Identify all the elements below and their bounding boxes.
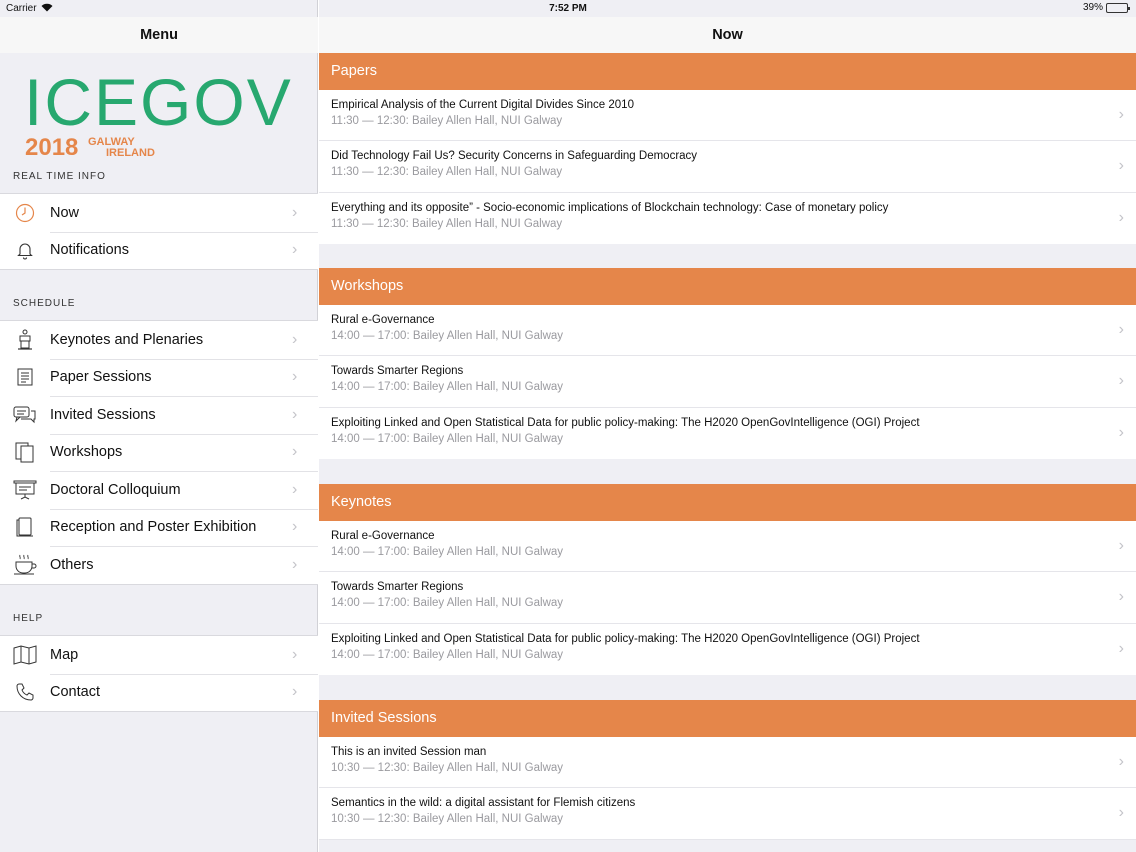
menu-item-others[interactable] <box>0 546 318 584</box>
list-item[interactable] <box>319 193 1136 244</box>
carrier-label: Carrier <box>6 3 37 14</box>
section-header-workshops: Workshops <box>319 268 1136 305</box>
menu-item-label: Contact <box>50 684 100 701</box>
item-subtitle: 14:00 — 17:00: Bailey Allen Hall, NUI Galway <box>331 597 564 610</box>
clock-icon <box>0 203 50 223</box>
list-item[interactable] <box>319 141 1136 192</box>
menu-group-realtime <box>0 193 318 270</box>
menu-item-label: Reception and Poster Exhibition <box>50 519 257 536</box>
section-papers <box>319 53 1136 244</box>
menu-item-contact[interactable] <box>0 674 318 712</box>
map-icon <box>0 645 50 665</box>
chevron-right-icon: › <box>1118 753 1124 770</box>
list-item[interactable] <box>319 572 1136 623</box>
pages-icon <box>0 441 50 463</box>
chevron-right-icon: › <box>292 368 298 386</box>
item-subtitle: 14:00 — 17:00: Bailey Allen Hall, NUI Galway <box>331 432 564 445</box>
menu-item-label: Keynotes and Plenaries <box>50 331 204 348</box>
sidebar <box>0 0 318 852</box>
menu-item-invited-sessions[interactable] <box>0 396 318 434</box>
main-panel <box>319 0 1136 852</box>
battery-percent: 39% <box>1082 2 1103 13</box>
section-workshops <box>319 268 1136 459</box>
item-subtitle: 14:00 — 17:00: Bailey Allen Hall, NUI Galway <box>331 330 564 342</box>
menu-item-label: Paper Sessions <box>50 369 152 386</box>
document-icon <box>0 367 50 387</box>
chevron-right-icon: › <box>1118 157 1124 175</box>
menu-item-label: Workshops <box>50 444 123 461</box>
chevron-right-icon: › <box>1118 588 1124 606</box>
item-subtitle: 10:30 — 12:30: Bailey Allen Hall, NUI Galway <box>331 813 564 826</box>
item-subtitle: 14:00 — 17:00: Bailey Allen Hall, NUI Galway <box>331 546 564 558</box>
chevron-right-icon: › <box>292 480 298 498</box>
section-header-help: HELP <box>13 613 44 624</box>
chevron-right-icon: › <box>292 683 298 701</box>
item-title: This is an invited Session man <box>331 746 487 758</box>
status-time: 7:52 PM <box>549 3 587 14</box>
section-header-realtime: REAL TIME INFO <box>13 171 106 182</box>
item-subtitle: 14:00 — 17:00: Bailey Allen Hall, NUI Galway <box>331 381 564 394</box>
chevron-right-icon: › <box>292 330 298 348</box>
item-title: Everything and its opposite” - Socio-economic implications of Blockchain technology: Case of monetary policy <box>331 201 889 214</box>
bell-icon <box>0 240 50 260</box>
item-title: Semantics in the wild: a digital assistant for Flemish citizens <box>331 797 636 810</box>
menu-item-paper-sessions[interactable] <box>0 359 318 397</box>
list-item[interactable] <box>319 737 1136 788</box>
menu-item-keynotes[interactable] <box>0 321 318 359</box>
item-subtitle: 11:30 — 12:30: Bailey Allen Hall, NUI Galway <box>331 166 563 179</box>
menu-item-label: Notifications <box>50 242 129 259</box>
chevron-right-icon: › <box>1118 321 1124 338</box>
item-title: Towards Smarter Regions <box>331 581 464 594</box>
menu-item-notifications[interactable] <box>0 232 318 270</box>
chevron-right-icon: › <box>1118 423 1124 441</box>
chevron-right-icon: › <box>292 443 298 461</box>
poster-icon <box>0 516 50 538</box>
logo-place1: GALWAY <box>88 136 135 148</box>
item-title: Towards Smarter Regions <box>331 365 464 378</box>
item-title: Rural e-Governance <box>331 314 435 326</box>
chevron-right-icon: › <box>292 241 298 259</box>
main-title: Now <box>319 17 1136 53</box>
chevron-right-icon: › <box>1118 537 1124 554</box>
chevron-right-icon: › <box>292 203 298 221</box>
chevron-right-icon: › <box>1118 106 1124 123</box>
section-header-invited: Invited Sessions <box>319 700 1136 737</box>
coffee-icon <box>0 554 50 576</box>
section-keynotes <box>319 484 1136 675</box>
chevron-right-icon: › <box>1118 639 1124 657</box>
list-item[interactable] <box>319 521 1136 572</box>
menu-item-reception[interactable] <box>0 509 318 547</box>
menu-item-label: Others <box>50 556 94 573</box>
chevron-right-icon: › <box>292 518 298 536</box>
menu-item-doctoral[interactable] <box>0 471 318 509</box>
chevron-right-icon: › <box>1118 208 1124 226</box>
chevron-right-icon: › <box>292 405 298 423</box>
section-header-keynotes: Keynotes <box>319 484 1136 521</box>
item-title: Exploiting Linked and Open Statistical Data for public policy-making: The H2020 OpenGovIntelligence (OGI) Project <box>331 632 920 645</box>
logo-text: ICEGOV <box>24 73 293 139</box>
section-header-schedule: SCHEDULE <box>13 298 76 309</box>
item-title: Rural e-Governance <box>331 530 435 542</box>
status-bar <box>0 0 1136 17</box>
menu-item-label: Doctoral Colloquium <box>50 481 181 498</box>
menu-group-help <box>0 635 318 712</box>
item-subtitle: 11:30 — 12:30: Bailey Allen Hall, NUI Galway <box>331 217 563 230</box>
list-item[interactable] <box>319 788 1136 839</box>
item-title: Exploiting Linked and Open Statistical Data for public policy-making: The H2020 OpenGovIntelligence (OGI) Project <box>331 416 920 429</box>
menu-group-schedule <box>0 320 318 585</box>
list-item[interactable] <box>319 624 1136 675</box>
list-item[interactable] <box>319 356 1136 407</box>
icegov-logo <box>24 73 294 161</box>
status-battery <box>1083 2 1128 13</box>
list-item[interactable] <box>319 408 1136 459</box>
item-title: Empirical Analysis of the Current Digital Divides Since 2010 <box>331 99 634 111</box>
chat-icon <box>0 405 50 425</box>
item-title: Did Technology Fail Us? Security Concerns in Safeguarding Democracy <box>331 150 698 163</box>
chevron-right-icon: › <box>292 555 298 573</box>
list-item[interactable] <box>319 90 1136 141</box>
battery-icon <box>1106 3 1128 13</box>
logo-year: 2018 <box>25 134 79 161</box>
logo-place2: IRELAND <box>106 147 155 159</box>
menu-item-workshops[interactable] <box>0 434 318 472</box>
chevron-right-icon: › <box>292 645 298 663</box>
menu-item-label: Invited Sessions <box>50 406 156 423</box>
menu-item-map[interactable] <box>0 636 318 674</box>
phone-icon <box>0 682 50 702</box>
sidebar-title: Menu <box>0 17 318 53</box>
menu-item-now[interactable] <box>0 194 318 232</box>
section-invited-sessions <box>319 700 1136 840</box>
presentation-icon <box>0 480 50 500</box>
item-subtitle: 14:00 — 17:00: Bailey Allen Hall, NUI Galway <box>331 648 564 661</box>
menu-item-label: Map <box>50 646 79 663</box>
list-item[interactable] <box>319 305 1136 356</box>
podium-icon <box>0 329 50 351</box>
item-subtitle: 10:30 — 12:30: Bailey Allen Hall, NUI Galway <box>331 762 564 774</box>
item-subtitle: 11:30 — 12:30: Bailey Allen Hall, NUI Galway <box>331 115 563 127</box>
menu-item-label: Now <box>50 204 80 221</box>
chevron-right-icon: › <box>1118 372 1124 390</box>
section-header-papers: Papers <box>319 53 1136 90</box>
chevron-right-icon: › <box>1118 804 1124 822</box>
